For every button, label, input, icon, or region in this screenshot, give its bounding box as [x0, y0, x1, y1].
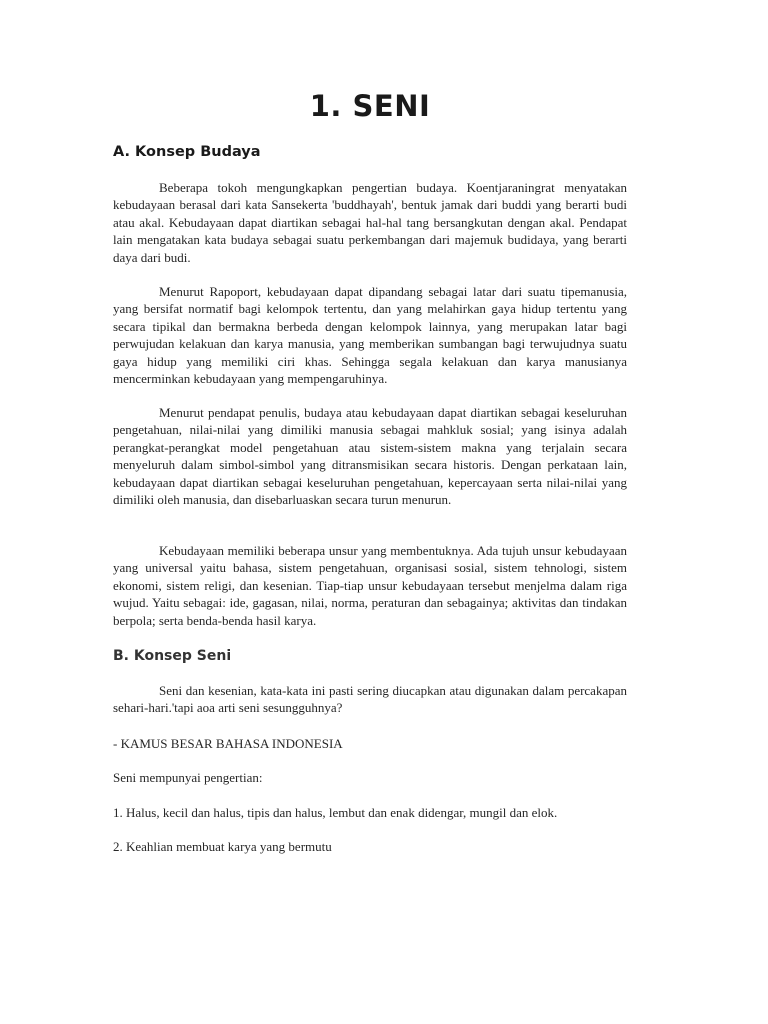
section-heading-konsep-seni: B. Konsep Seni — [113, 648, 232, 664]
definition-item: 2. Keahlian membuat karya yang bermutu — [113, 839, 332, 854]
definition-intro: Seni mempunyai pengertian: — [113, 770, 263, 785]
paragraph: Kebudayaan memiliki beberapa unsur yang membentuknya. Ada tujuh unsur kebudayaan yang universal yaitu bahasa, sistem pengetahuan, organisasi sosial, sistem tehnologi, sistem ekonomi, sistem religi, dan kesenian. Tiap-tiap unsur kebudayaan tersebut menjelma dalam riga wujud. Yaitu sebagai: ide, gagasan, nilai, norma, peraturan dan sebagainya; aktivitas dan tindakan berpola; serta benda-benda hasil karya. — [113, 543, 627, 628]
document-page — [113, 0, 627, 1024]
dictionary-heading: - KAMUS BESAR BAHASA INDONESIA — [113, 736, 343, 751]
paragraph: Menurut pendapat penulis, budaya atau kebudayaan dapat diartikan sebagai keseluruhan pengetahuan, nilai-nilai yang dimiliki manusia sebagai mahkluk sosial; yang isinya adalah perangkat-perangkat model pengetahuan atau sistem-sistem makna yang terjalain secara menyeluruh dalam simbol-simbol yang ditransmisikan secara historis. Dengan perkataan lain, kebudayaan dapat diartikan sebagai keseluruhan pengetahuan, kepercayaan serta nilai-nilai yang dimiliki oleh manusia, dan disebarluaskan secara turun menurun. — [113, 405, 627, 508]
document-title: 1. SENI — [309, 89, 431, 123]
paragraph: Beberapa tokoh mengungkapkan pengertian budaya. Koentjaraningrat menyatakan kebudayaan berasal dari kata Sansekerta 'buddhayah', bentuk jamak dari buddi yang berarti budi atau akal. Kebudayaan dapat diartikan sebagai hal-hal tang bersangkutan dengan akal. Pendapat lain mengatakan kata budaya sebagai suatu perkembangan dari majemuk budidaya, yang berarti daya dari budi. — [113, 180, 627, 265]
paragraph: Seni dan kesenian, kata-kata ini pasti sering diucapkan atau digunakan dalam percakapan sehari-hari.'tapi aoa arti seni sesungguhnya? — [113, 683, 627, 716]
paragraph: Menurut Rapoport, kebudayaan dapat dipandang sebagai latar dari suatu tipemanusia, yang bersifat normatif bagi kelompok tertentu, dan yang melahirkan gaya hidup tertentu yang secara tipikal dan bermakna berbeda dengan kelompok lainnya, yang merupakan latar bagi perwujudan kelakuan dan karya manusia, yang memberikan sumbangan bagi terwujudnya suatu gaya hidup yang memiliki ciri khas. Sehingga segala kelakuan dan karya manusianya mencerminkan kebudayaan yang mempengaruhinya. — [113, 284, 627, 387]
section-heading-konsep-budaya: A. Konsep Budaya — [113, 144, 261, 160]
definition-item: 1. Halus, kecil dan halus, tipis dan halus, lembut dan enak didengar, mungil dan elok. — [113, 805, 558, 820]
